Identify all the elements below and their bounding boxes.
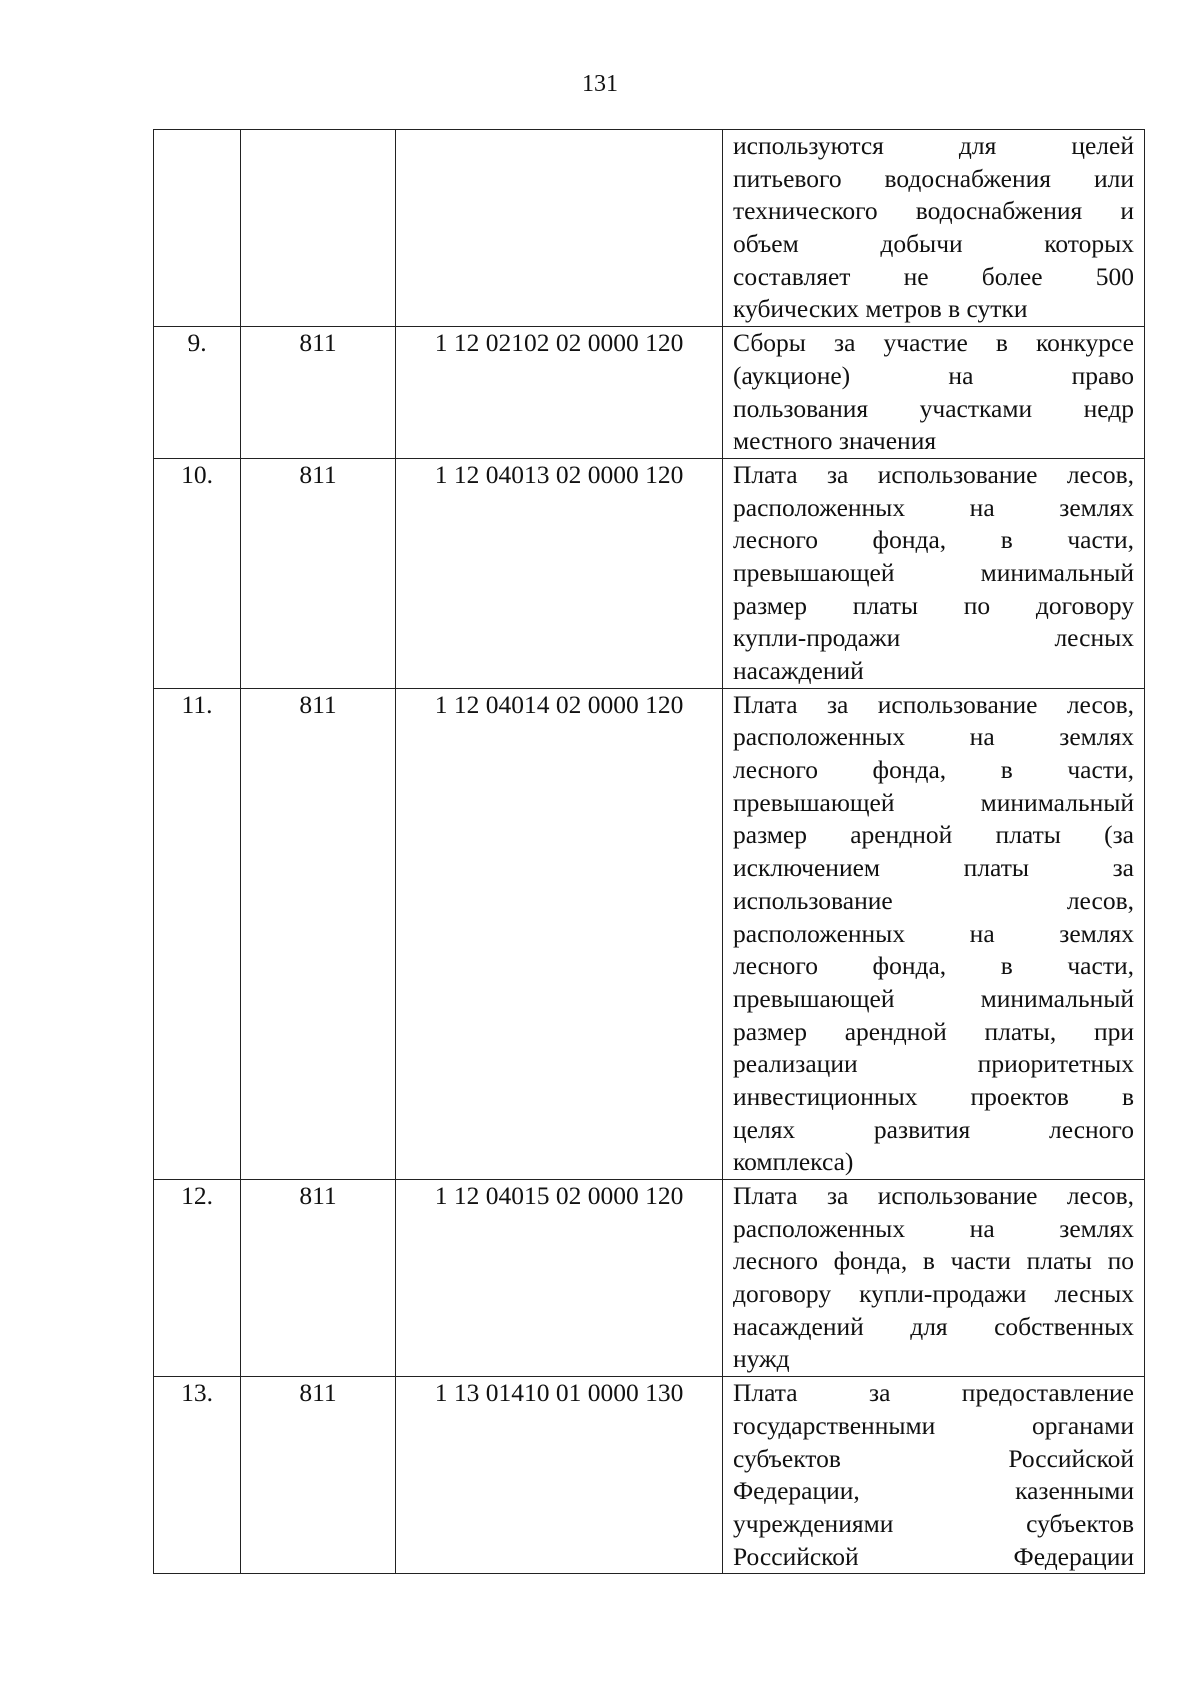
row-number: 12. [154, 1180, 241, 1377]
revenue-description [723, 1377, 1145, 1574]
row-number [154, 130, 241, 327]
description-line: лесного фонда, в части, [733, 951, 1134, 981]
administrator-code: 811 [241, 1377, 396, 1574]
description-line: превышающей минимальный [733, 557, 1134, 587]
description-line: пользования участками недр [733, 393, 1134, 423]
description-line: составляет не более 500 [733, 261, 1134, 291]
description-line: Российской Федерации [733, 1541, 1134, 1571]
description-line: лесного фонда, в части, [733, 755, 1134, 785]
description-line: размер платы по договору [733, 590, 1134, 620]
description-line: кубических метров в сутки [733, 294, 1028, 324]
table-row [154, 458, 1145, 688]
description-line: Сборы за участие в конкурсе [733, 328, 1134, 358]
row-number: 11. [154, 688, 241, 1179]
description-line: расположенных на землях [733, 722, 1134, 752]
description-line: питьевого водоснабжения или [733, 163, 1134, 193]
description-line: целях развития лесного [733, 1114, 1134, 1144]
description-line: местного значения [733, 426, 937, 456]
description-line: (аукционе) на право [733, 360, 1134, 390]
description-line: субъектов Российской [733, 1443, 1134, 1473]
row-number: 13. [154, 1377, 241, 1574]
description-line: технического водоснабжения и [733, 196, 1134, 226]
revenue-code: 1 12 04015 02 0000 120 [396, 1180, 723, 1377]
description-line: Плата за предоставление [733, 1378, 1134, 1408]
row-number: 9. [154, 327, 241, 459]
revenue-code [396, 130, 723, 327]
revenue-description [723, 458, 1145, 688]
administrator-code: 811 [241, 458, 396, 688]
administrator-code [241, 130, 396, 327]
description-line: насаждений для собственных [733, 1311, 1134, 1341]
row-number: 10. [154, 458, 241, 688]
description-line: объем добычи которых [733, 229, 1134, 259]
description-line: реализации приоритетных [733, 1049, 1134, 1079]
revenue-code: 1 13 01410 01 0000 130 [396, 1377, 723, 1574]
table-row [154, 1180, 1145, 1377]
description-line: исключением платы за [733, 853, 1134, 883]
description-line: государственными органами [733, 1410, 1134, 1440]
description-line: Плата за использование лесов, [733, 1181, 1134, 1210]
administrator-code: 811 [241, 327, 396, 459]
description-line: Федерации, казенными [733, 1476, 1134, 1506]
description-line: инвестиционных проектов в [733, 1081, 1134, 1111]
description-line: использование лесов, [733, 885, 1134, 915]
description-line: используются для целей [733, 131, 1134, 160]
revenue-description [723, 130, 1145, 327]
description-line: расположенных на землях [733, 1213, 1134, 1243]
revenue-code: 1 12 04014 02 0000 120 [396, 688, 723, 1179]
administrator-code: 811 [241, 688, 396, 1179]
page-number: 131 [582, 71, 618, 97]
description-line: лесного фонда, в части, [733, 525, 1134, 555]
description-line: превышающей минимальный [733, 787, 1134, 817]
description-line: превышающей минимальный [733, 983, 1134, 1013]
revenue-description [723, 688, 1145, 1179]
description-line: комплекса) [733, 1147, 854, 1177]
table-row [154, 130, 1145, 327]
table-row [154, 688, 1145, 1179]
revenue-description [723, 327, 1145, 459]
description-line: Плата за использование лесов, [733, 689, 1134, 719]
table-row [154, 1377, 1145, 1574]
description-line: размер арендной платы, при [733, 1016, 1134, 1046]
revenue-description [723, 1180, 1145, 1377]
description-line: Плата за использование лесов, [733, 459, 1134, 489]
description-line: учреждениями субъектов [733, 1508, 1134, 1538]
description-line: купли-продажи лесных [733, 623, 1134, 653]
description-line: насаждений [733, 656, 864, 685]
revenue-codes-table [153, 129, 1145, 1574]
description-line: нужд [733, 1344, 790, 1374]
revenue-code: 1 12 02102 02 0000 120 [396, 327, 723, 459]
table-row [154, 327, 1145, 459]
administrator-code: 811 [241, 1180, 396, 1377]
revenue-code: 1 12 04013 02 0000 120 [396, 458, 723, 688]
description-line: лесного фонда, в части платы по [733, 1246, 1134, 1276]
description-line: расположенных на землях [733, 918, 1134, 948]
description-line: договору купли-продажи лесных [733, 1279, 1134, 1309]
description-line: расположенных на землях [733, 492, 1134, 522]
description-line: размер арендной платы (за [733, 820, 1134, 850]
